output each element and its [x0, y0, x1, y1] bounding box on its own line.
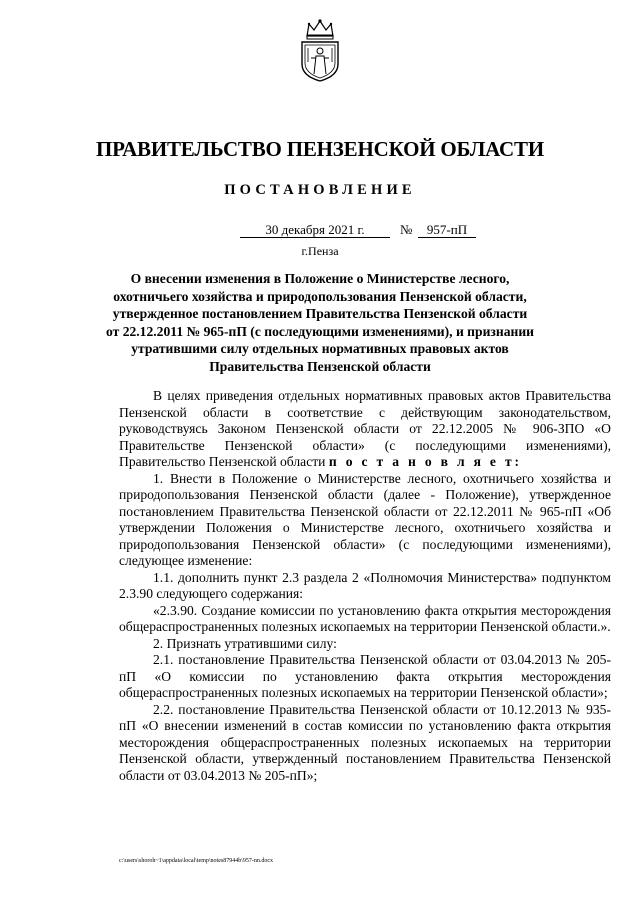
government-title: ПРАВИТЕЛЬСТВО ПЕНЗЕНСКОЙ ОБЛАСТИ	[96, 137, 544, 161]
file-path-footer: c:\users\shoroh~1\appdata\local\temp\notes87944b\957-nn.docx	[119, 858, 274, 864]
document-type: ПОСТАНОВЛЕНИЕ	[224, 182, 416, 198]
resolves-verb: п о с т а н о в л я е т:	[328, 454, 522, 469]
preamble-text: В целях приведения отдельных нормативных правовых актов Правительства Пензенской области в соответствие с действующим законодательством, руководствуясь Законом Пензенской области от 22.12.2005 № 906-ЗПО «О Правительстве Пензенской области» (с последующими изменениями), Правительство Пензенской области	[119, 388, 611, 469]
subject-line: утратившими силу отдельных нормативных правовых актов	[131, 341, 509, 357]
subject-line: охотничьего хозяйства и природопользования Пензенской области,	[113, 288, 527, 304]
document-number: 957-пП	[418, 223, 476, 238]
paragraph-2: 2. Признать утратившими силу:	[153, 635, 337, 651]
subject-line: О внесении изменения в Положение о Министерстве лесного,	[130, 271, 510, 286]
paragraph-quote: «2.3.90. Создание комиссии по установлению факта открытия месторождения общераспространенных полезных ископаемых на территории Пензенской области.».	[119, 602, 611, 634]
paragraph-2-2: 2.2. постановление Правительства Пензенской области от 10.12.2013 № 935-пП «О внесении изменений в состав комиссии по установлению факта открытия месторождения общераспространенных полезных ископаемых на территории Пензенской области, утвержденный постановлением Правительства Пензенской области от 03.04.2013 № 205-пП»;	[119, 701, 611, 783]
paragraph-1-1: 1.1. дополнить пункт 2.3 раздела 2 «Полномочия Министерства» подпунктом 2.3.90 следующего содержания:	[119, 569, 611, 601]
document-subject	[100, 270, 540, 376]
city: г.Пенза	[301, 244, 339, 258]
subject-line: Правительства Пензенской области	[209, 358, 431, 374]
number-sign: №	[400, 222, 413, 237]
paragraph-1: 1. Внести в Положение о Министерстве лесного, охотничьего хозяйства и природопользования Пензенской области (далее - Положение), утвержденное постановлением Правительства Пензенской области от 22.12.2011 № 965-пП «Об утверждении Положения о Министерстве лесного, охотничьего хозяйства и природопользования Пензенской области» (с последующими изменениями), следующее изменение:	[119, 470, 611, 568]
date-number-line	[240, 223, 476, 239]
paragraph-2-1: 2.1. постановление Правительства Пензенской области от 03.04.2013 № 205-пП «О комиссии по установлению факта открытия месторождения общераспространенных полезных ископаемых на территории Пензенской области»;	[119, 652, 611, 700]
document-body	[119, 388, 611, 784]
subject-line: утвержденное постановлением Правительства Пензенской области	[112, 306, 528, 322]
document-date: 30 декабря 2021 г.	[240, 223, 390, 238]
coat-of-arms-icon	[299, 18, 341, 82]
subject-line: от 22.12.2011 № 965-пП (с последующими изменениями), и признании	[106, 323, 534, 339]
preamble-paragraph	[119, 388, 611, 471]
